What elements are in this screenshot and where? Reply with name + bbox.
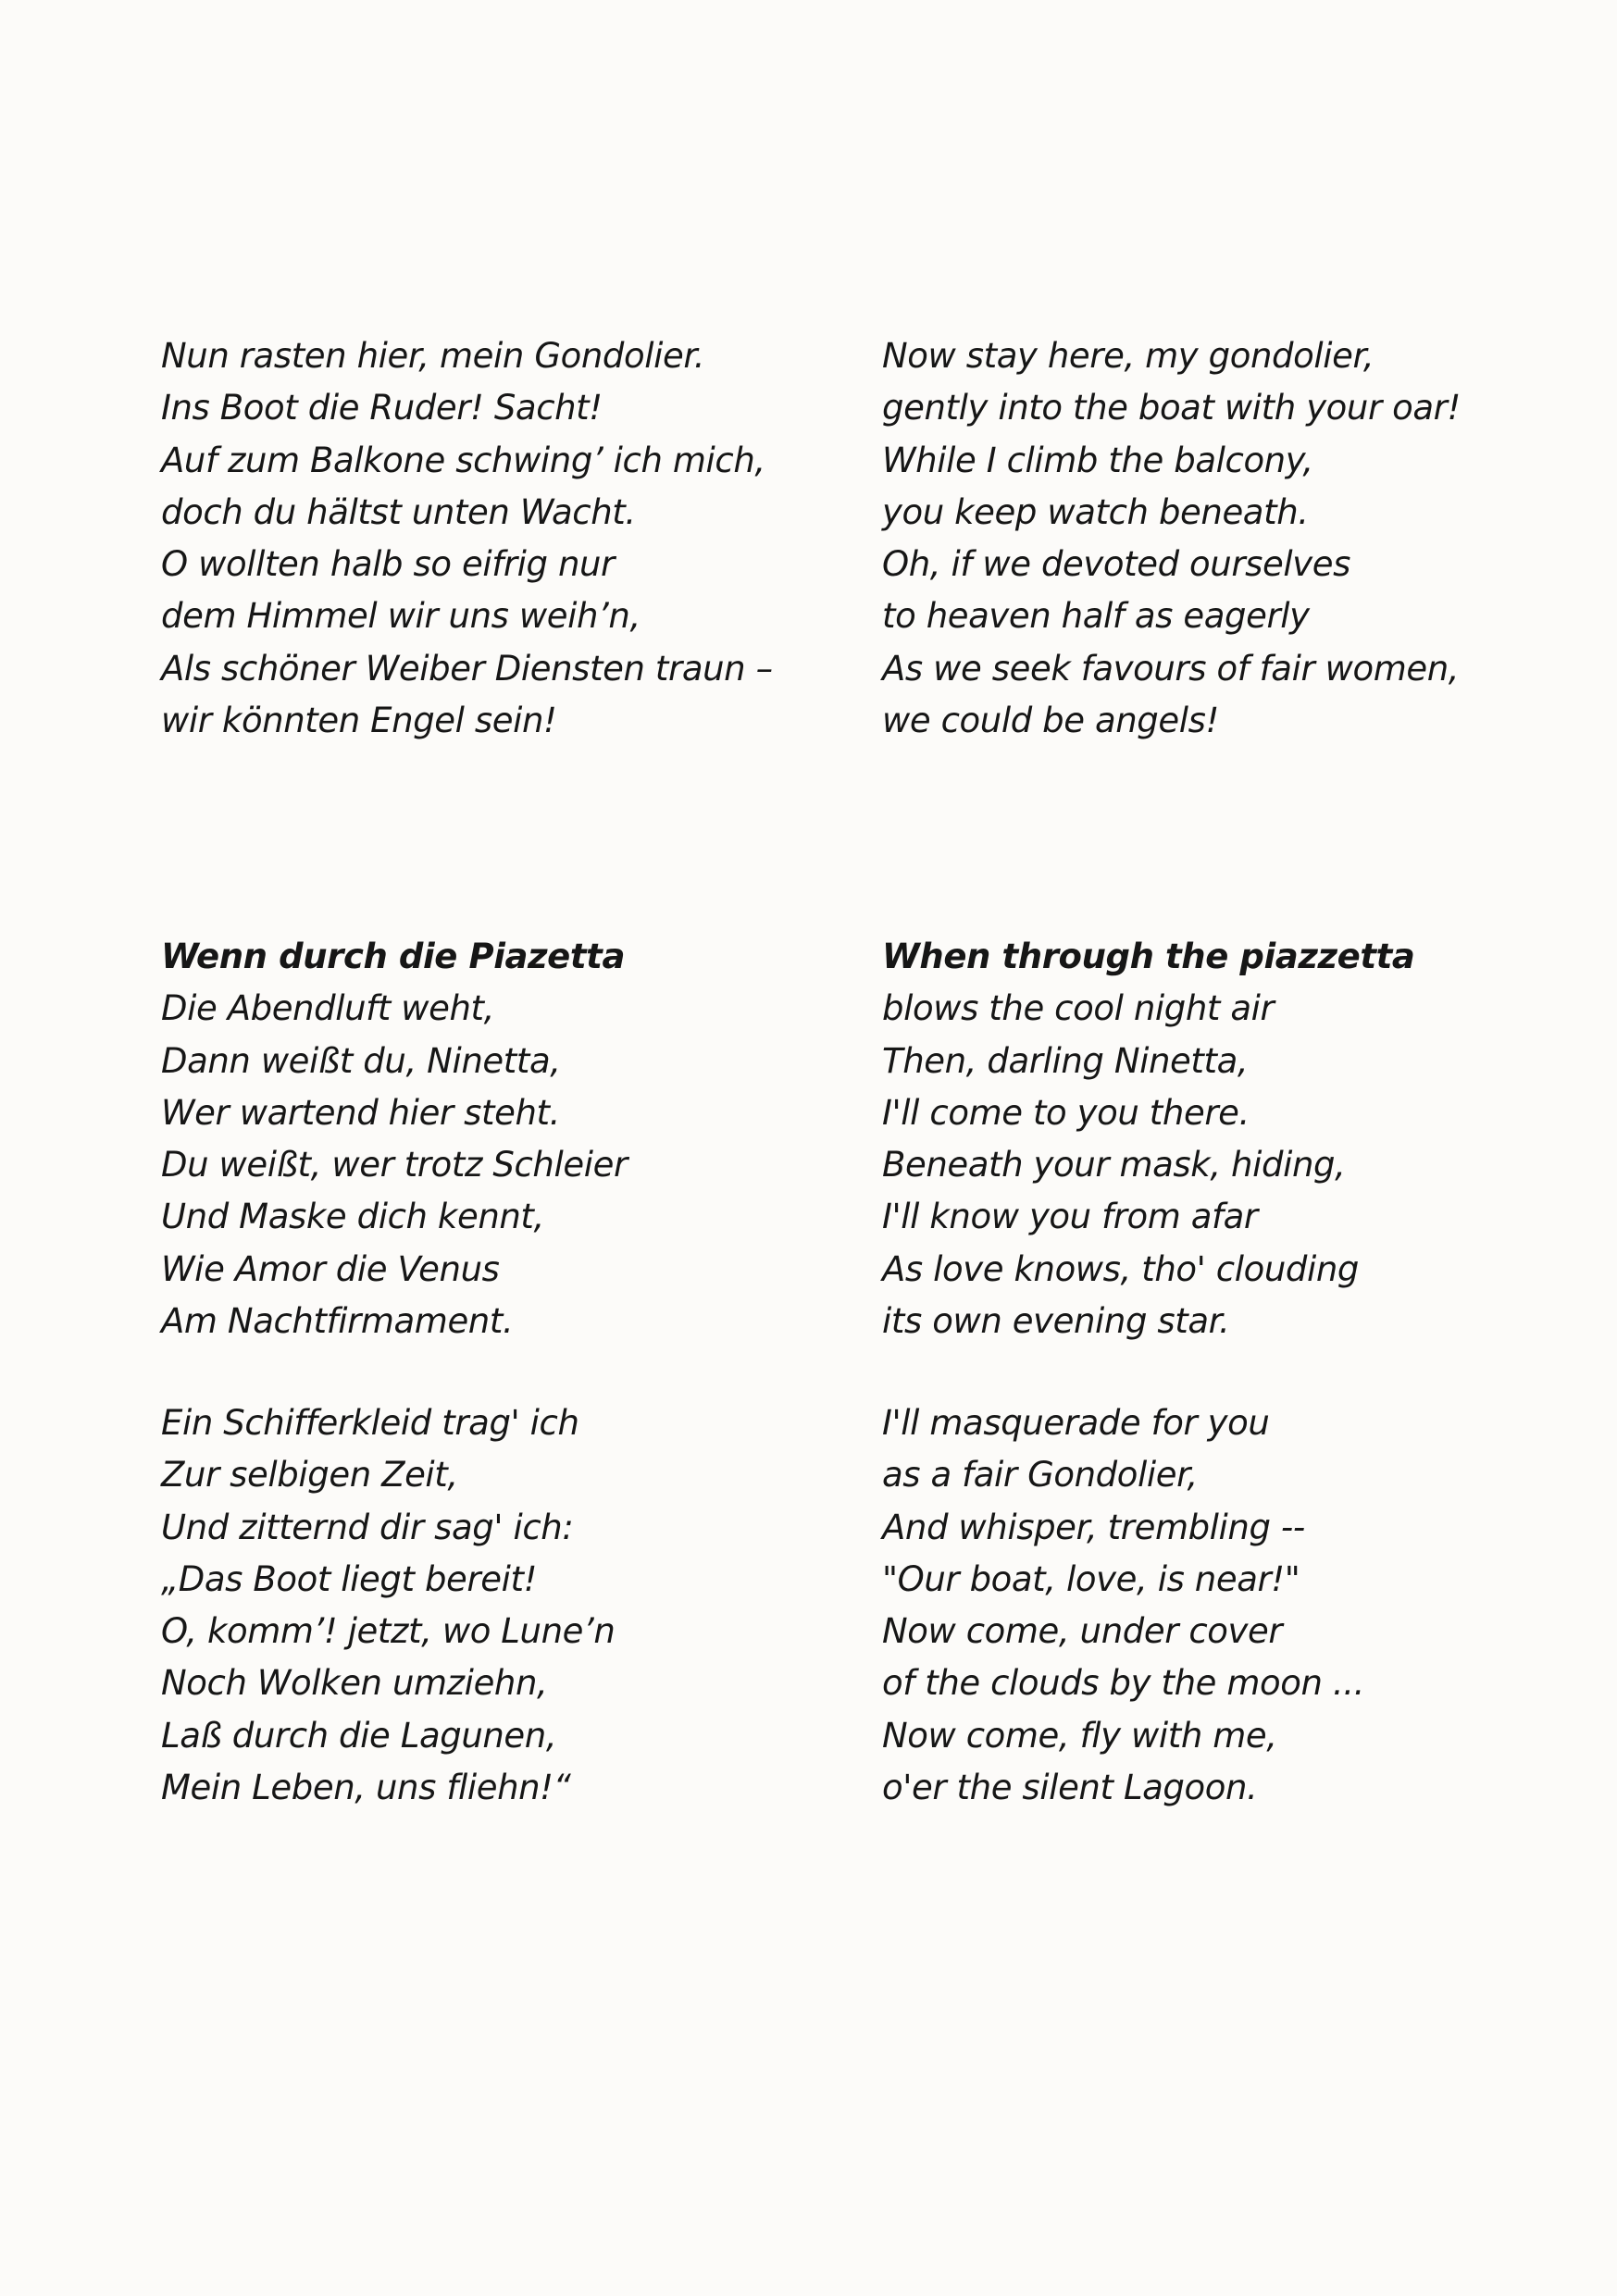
verse-line: I'll know you from afar bbox=[882, 1197, 1258, 1237]
verse-line: Beneath your mask, hiding, bbox=[882, 1145, 1346, 1185]
verse-line: I'll masquerade for you bbox=[882, 1403, 1270, 1443]
verse-line: Auf zum Balkone schwing’ ich mich, bbox=[161, 440, 765, 480]
verse-line: As love knows, tho' clouding bbox=[882, 1248, 1360, 1289]
verse-line: gently into the boat with your oar! bbox=[882, 388, 1461, 428]
verse-line: Wer wartend hier steht. bbox=[161, 1092, 560, 1133]
verse-line: Und zitternd dir sag' ich: bbox=[161, 1507, 574, 1547]
english-stanza-3 bbox=[882, 1397, 1364, 1814]
verse-line: we could be angels! bbox=[882, 701, 1219, 741]
verse-line: Wie Amor die Venus bbox=[161, 1248, 500, 1289]
german-stanza-2 bbox=[161, 931, 628, 1347]
verse-line: "Our boat, love, is near!" bbox=[882, 1558, 1300, 1599]
verse-line: Now come, fly with me, bbox=[882, 1715, 1277, 1756]
verse-line: While I climb the balcony, bbox=[882, 440, 1313, 480]
verse-line: Nun rasten hier, mein Gondolier. bbox=[161, 336, 705, 376]
verse-line: And whisper, trembling -- bbox=[882, 1507, 1305, 1547]
verse-line: Then, darling Ninetta, bbox=[882, 1040, 1249, 1081]
verse-line: Ein Schifferkleid trag' ich bbox=[161, 1403, 579, 1443]
german-stanza-1 bbox=[161, 330, 773, 747]
verse-line: Die Abendluft weht, bbox=[161, 988, 494, 1029]
verse-line: o'er the silent Lagoon. bbox=[882, 1768, 1258, 1808]
verse-line: As we seek favours of fair women, bbox=[882, 648, 1460, 689]
verse-line: Du weißt, wer trotz Schleier bbox=[161, 1145, 628, 1185]
verse-line: to heaven half as eagerly bbox=[882, 596, 1310, 637]
verse-line: Und Maske dich kennt, bbox=[161, 1197, 544, 1237]
song-title-german: Wenn durch die Piazetta bbox=[161, 937, 626, 976]
verse-line: Now stay here, my gondolier, bbox=[882, 336, 1374, 376]
verse-line: of the clouds by the moon ... bbox=[882, 1663, 1364, 1704]
verse-line: Now come, under cover bbox=[882, 1611, 1283, 1652]
verse-line: its own evening star. bbox=[882, 1301, 1230, 1342]
verse-line: „Das Boot liegt bereit! bbox=[161, 1558, 538, 1599]
verse-line: you keep watch beneath. bbox=[882, 491, 1309, 532]
song-title-english: When through the piazzetta bbox=[882, 937, 1415, 976]
verse-line: blows the cool night air bbox=[882, 988, 1275, 1029]
verse-line: Zur selbigen Zeit, bbox=[161, 1455, 458, 1496]
verse-line: Oh, if we devoted ourselves bbox=[882, 544, 1351, 585]
verse-line: Am Nachtfirmament. bbox=[161, 1301, 514, 1342]
english-stanza-2 bbox=[882, 931, 1414, 1347]
verse-line: Dann weißt du, Ninetta, bbox=[161, 1040, 561, 1081]
german-stanza-3 bbox=[161, 1397, 615, 1814]
verse-line: dem Himmel wir uns weih’n, bbox=[161, 596, 641, 637]
english-stanza-1 bbox=[882, 330, 1461, 747]
verse-line: Als schöner Weiber Diensten traun – bbox=[161, 648, 773, 689]
verse-line: as a fair Gondolier, bbox=[882, 1455, 1198, 1496]
verse-line: O wollten halb so eifrig nur bbox=[161, 544, 615, 585]
verse-line: Mein Leben, uns fliehn!“ bbox=[161, 1768, 571, 1808]
verse-line: Laß durch die Lagunen, bbox=[161, 1715, 557, 1756]
verse-line: I'll come to you there. bbox=[882, 1092, 1250, 1133]
verse-line: O, komm’! jetzt, wo Lune’n bbox=[161, 1611, 616, 1652]
verse-line: wir könnten Engel sein! bbox=[161, 701, 557, 741]
verse-line: Noch Wolken umziehn, bbox=[161, 1663, 548, 1704]
verse-line: Ins Boot die Ruder! Sacht! bbox=[161, 388, 603, 428]
verse-line: doch du hältst unten Wacht. bbox=[161, 491, 636, 532]
